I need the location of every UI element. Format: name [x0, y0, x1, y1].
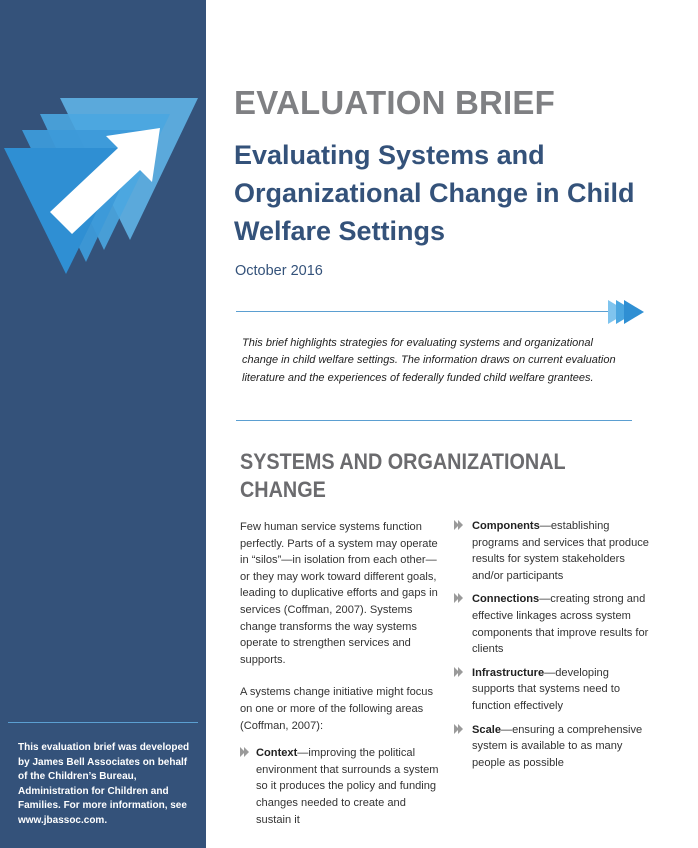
document-type-label: EVALUATION BRIEF — [234, 84, 555, 121]
sidebar-credit-text: This evaluation brief was developed by James Bell Associates on behalf of the Children’s Bureau, Administration for Children and Families. For more information, see www.jbassoc.com. — [18, 742, 190, 826]
bullet-term: Connections — [472, 593, 540, 606]
list-item-infrastructure — [472, 665, 650, 715]
section-heading: SYSTEMS AND ORGANIZATIONAL CHANGE — [240, 449, 566, 502]
mini-arrow-icon — [606, 298, 646, 326]
bullet-arrow-icon — [454, 724, 466, 734]
sidebar-credit-note — [18, 741, 196, 829]
summary-divider — [236, 420, 632, 421]
bullet-arrow-icon — [454, 520, 466, 530]
page-title: Evaluating Systems and Organizational Change in Child Welfare Settings — [234, 140, 635, 246]
bullet-arrow-icon — [454, 593, 466, 603]
sidebar-divider — [8, 722, 198, 723]
summary-text: This brief highlights strategies for evaluating systems and organizational change in child welfare settings. The information draws on current evaluation literature and the experiences of federally funded child welfare grantees. — [242, 337, 616, 384]
sidebar — [0, 0, 206, 848]
bullet-text: —ensuring a comprehensive system is available to as many people as possible — [472, 723, 643, 769]
bullet-term: Scale — [472, 723, 501, 736]
bullet-arrow-icon — [240, 747, 252, 757]
bullet-arrow-icon — [454, 667, 466, 677]
intro-paragraph: Few human service systems function perfectly. Parts of a system may operate in “silos”—in isolation from each other—or they may work toward different goals, leading to duplicative efforts and gaps in services (Coffman, 2007). Systems change transforms the way systems operate to strengthen services and supports. — [240, 521, 438, 666]
list-item-connections — [472, 591, 650, 657]
bullet-text: —improving the political environment that surrounds a system so it produces the policy and funding changes needed to create and sustain it — [256, 747, 439, 826]
arrow-logo-icon — [0, 90, 206, 280]
bullet-term: Context — [256, 747, 298, 760]
list-item-components — [472, 518, 650, 584]
list-item-scale — [472, 722, 650, 772]
left-column — [240, 519, 440, 828]
right-column — [472, 518, 650, 778]
bullet-text: —establishing programs and services that produce results for system stakeholders and/or participants — [472, 520, 649, 582]
bullet-text: —developing supports that systems need to function effectively — [472, 666, 620, 712]
areas-paragraph: A systems change initiative might focus on one or more of the following areas (Coffman, 2007): — [240, 686, 433, 732]
list-item-context — [240, 745, 440, 828]
publication-date: October 2016 — [235, 263, 323, 279]
bullet-term: Components — [472, 520, 540, 532]
bullet-term: Infrastructure — [472, 666, 545, 679]
bullet-text: —creating strong and effective linkages across system components that improve results for clients — [472, 593, 649, 656]
header-divider — [236, 311, 620, 312]
